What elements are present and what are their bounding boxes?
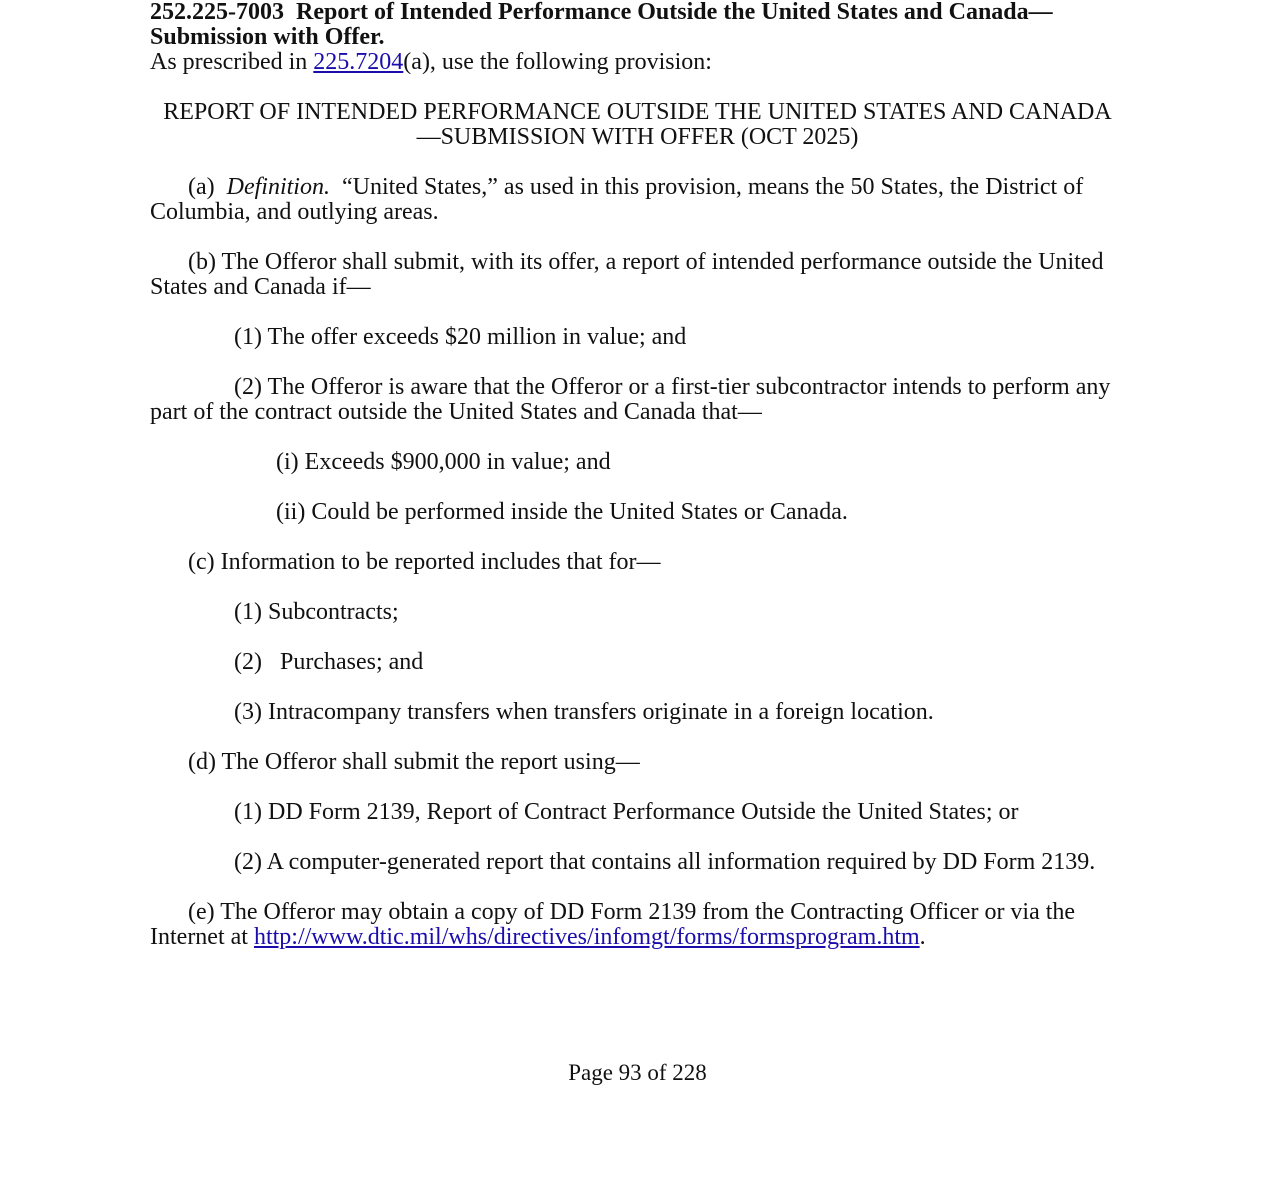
paragraph-d1: (1) DD Form 2139, Report of Contract Performance Outside the United States; or — [234, 799, 1019, 825]
paragraph-c1: (1) Subcontracts; — [234, 599, 399, 625]
paragraph-b2ii: (ii) Could be performed inside the United States or Canada. — [276, 499, 848, 525]
prescribed-before: As prescribed in — [150, 49, 314, 75]
section-number: 252.225-7003 — [150, 0, 284, 25]
document-page — [150, 0, 1125, 950]
paragraph-c2: (2) Purchases; and — [234, 649, 424, 675]
paragraph-a-label: (a) — [188, 174, 215, 200]
paragraph-b1: (1) The offer exceeds $20 million in value; and — [234, 324, 687, 350]
paragraph-a — [150, 175, 1125, 225]
paragraph-e-text: (e) The Offeror may obtain a copy of DD Form 2139 from the Contracting Officer or via the Internet at — [150, 899, 1076, 950]
paragraph-c: (c) Information to be reported includes that for— — [188, 549, 661, 575]
prescribed-link[interactable]: 225.7204 — [313, 49, 404, 75]
paragraph-d: (d) The Offeror shall submit the report using— — [188, 749, 640, 775]
paragraph-a-text: “United States,” as used in this provision, means the 50 States, the District of Columbia, and outlying areas. — [150, 174, 1084, 225]
section-heading — [150, 0, 1125, 50]
paragraph-e — [150, 900, 1125, 950]
prescribed-after: (a), use the following provision: — [403, 49, 712, 75]
prescribed-line — [150, 50, 1125, 75]
paragraph-c3: (3) Intracompany transfers when transfers originate in a foreign location. — [234, 699, 934, 725]
provision-title: REPORT OF INTENDED PERFORMANCE OUTSIDE THE UNITED STATES AND CANADA—SUBMISSION WITH OFFER (OCT 2025) — [163, 99, 1112, 150]
page-number: Page 93 of 228 — [568, 1060, 707, 1085]
paragraph-d2: (2) A computer-generated report that contains all information required by DD Form 2139. — [234, 849, 1096, 875]
paragraph-b: (b) The Offeror shall submit, with its offer, a report of intended performance outside the United States and Canada if— — [150, 249, 1104, 300]
paragraph-b2i: (i) Exceeds $900,000 in value; and — [276, 449, 611, 475]
paragraph-b2: (2) The Offeror is aware that the Offeror or a first-tier subcontractor intends to perform any part of the contract outside the United States and Canada that— — [150, 374, 1111, 425]
dd-form-link[interactable]: http://www.dtic.mil/whs/directives/infomgt/forms/formsprogram.htm — [253, 924, 920, 950]
paragraph-e-end: . — [919, 924, 926, 950]
paragraph-a-term: Definition. — [226, 174, 330, 200]
section-title: Report of Intended Performance Outside the United States and Canada—Submission with Offer. — [150, 0, 1053, 50]
